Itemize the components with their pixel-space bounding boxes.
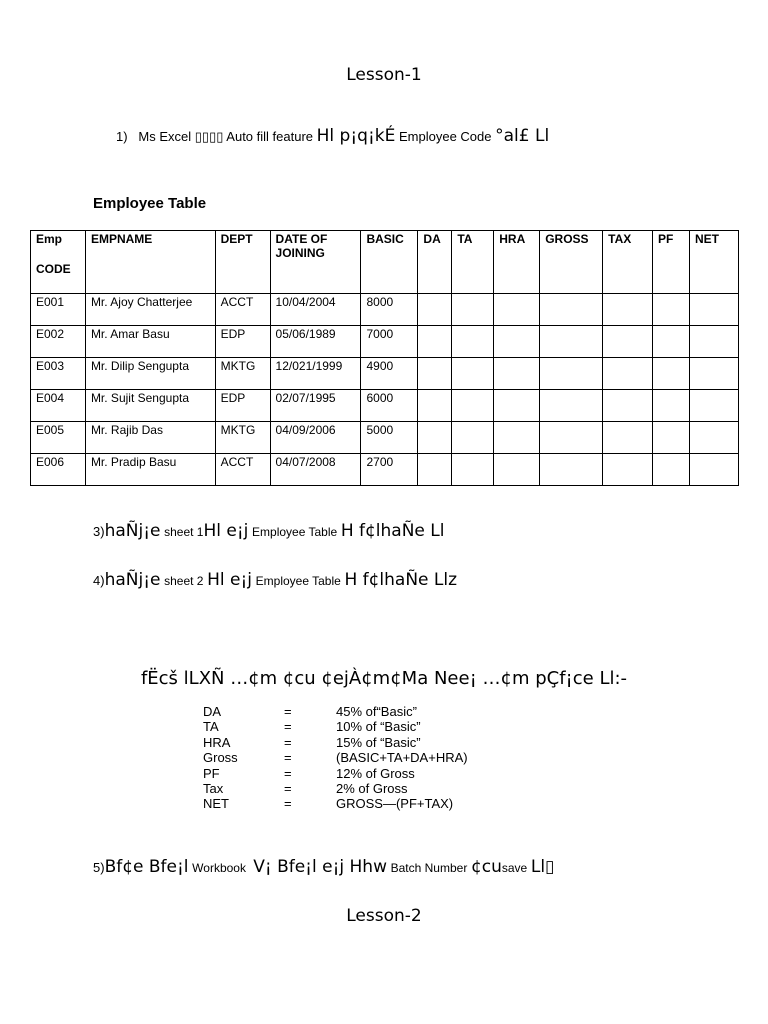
header-dept: DEPT bbox=[215, 231, 270, 294]
table-cell: 10/04/2004 bbox=[270, 294, 361, 326]
table-cell bbox=[494, 294, 540, 326]
table-cell: 12/021/1999 bbox=[270, 358, 361, 390]
table-cell: E004 bbox=[31, 390, 86, 422]
table-cell bbox=[603, 390, 653, 422]
formula-name: Tax bbox=[203, 780, 224, 796]
table-row bbox=[31, 326, 739, 358]
table-row bbox=[31, 454, 739, 486]
formula-row bbox=[203, 796, 603, 811]
header-emp-code bbox=[31, 231, 86, 294]
header-ta: TA bbox=[452, 231, 494, 294]
table-cell bbox=[653, 390, 690, 422]
header-basic: BASIC bbox=[361, 231, 418, 294]
header-gross: GROSS bbox=[540, 231, 603, 294]
item-1-text-b: ▯▯▯▯ bbox=[194, 129, 224, 144]
header-code-label: CODE bbox=[36, 262, 71, 276]
table-cell bbox=[689, 358, 738, 390]
table-cell: E002 bbox=[31, 326, 86, 358]
item-4-text-b: sheet 2 bbox=[164, 574, 204, 588]
table-cell bbox=[689, 422, 738, 454]
table-cell: Mr. Dilip Sengupta bbox=[85, 358, 215, 390]
table-cell bbox=[494, 454, 540, 486]
table-cell bbox=[653, 294, 690, 326]
header-pf: PF bbox=[653, 231, 690, 294]
table-cell bbox=[689, 294, 738, 326]
item-4-text-d: Employee Table bbox=[255, 574, 341, 588]
table-cell bbox=[603, 358, 653, 390]
item-4-text-a: haÑj¡e bbox=[104, 570, 161, 590]
formula-row bbox=[203, 719, 603, 734]
table-cell: EDP bbox=[215, 390, 270, 422]
header-empname: EMPNAME bbox=[85, 231, 215, 294]
item-5-text-e: ¢cu bbox=[470, 857, 502, 877]
table-cell: Mr. Pradip Basu bbox=[85, 454, 215, 486]
table-cell: E006 bbox=[31, 454, 86, 486]
table-cell bbox=[418, 294, 452, 326]
table-cell: 7000 bbox=[361, 326, 418, 358]
table-cell: 8000 bbox=[361, 294, 418, 326]
table-cell bbox=[452, 422, 494, 454]
header-net: NET bbox=[689, 231, 738, 294]
formula-equals: = bbox=[284, 704, 292, 719]
table-cell: E001 bbox=[31, 294, 86, 326]
table-cell: E003 bbox=[31, 358, 86, 390]
formula-name: TA bbox=[203, 719, 219, 735]
item-5-text-d: Batch Number bbox=[390, 861, 468, 875]
lesson-2-title: Lesson-2 bbox=[346, 906, 422, 926]
item-5-text-b: Workbook bbox=[192, 861, 246, 875]
table-cell: 5000 bbox=[361, 422, 418, 454]
table-cell bbox=[689, 326, 738, 358]
table-cell bbox=[653, 358, 690, 390]
item-3-number: 3) bbox=[93, 524, 105, 539]
table-cell: Mr. Rajib Das bbox=[85, 422, 215, 454]
table-cell bbox=[540, 326, 603, 358]
item-1-text-d: Hl p¡q¡kÉ bbox=[316, 126, 396, 146]
table-cell bbox=[689, 454, 738, 486]
formula-name: DA bbox=[203, 704, 222, 719]
table-header-row bbox=[31, 231, 739, 294]
item-4-text-e: H f¢lhaÑe Llz bbox=[344, 570, 458, 590]
formula-list bbox=[203, 704, 603, 812]
item-1-text-e: Employee Code bbox=[398, 129, 492, 144]
employee-table bbox=[30, 230, 739, 486]
formula-expression: GROSS—(PF+TAX) bbox=[336, 796, 454, 812]
item-5-text-f: save bbox=[501, 861, 528, 875]
table-cell bbox=[494, 358, 540, 390]
formula-expression: 2% of Gross bbox=[336, 780, 408, 796]
formula-equals: = bbox=[284, 796, 292, 812]
formula-row bbox=[203, 781, 603, 796]
formula-name: Gross bbox=[203, 750, 238, 766]
table-row bbox=[31, 358, 739, 390]
table-cell: 02/07/1995 bbox=[270, 390, 361, 422]
item-5 bbox=[93, 857, 554, 877]
item-3 bbox=[93, 521, 445, 541]
table-row bbox=[31, 422, 739, 454]
table-cell bbox=[603, 422, 653, 454]
header-tax: TAX bbox=[603, 231, 653, 294]
formula-expression: 15% of “Basic” bbox=[336, 734, 421, 750]
formula-name: PF bbox=[203, 765, 220, 781]
table-cell bbox=[418, 358, 452, 390]
item-5-text-c: V¡ Bfe¡l e¡j Hhw bbox=[253, 857, 387, 877]
table-cell: MKTG bbox=[215, 422, 270, 454]
table-cell bbox=[540, 454, 603, 486]
table-cell bbox=[653, 454, 690, 486]
table-cell bbox=[452, 454, 494, 486]
item-1-text-a: Ms Excel bbox=[138, 129, 192, 144]
table-cell: 4900 bbox=[361, 358, 418, 390]
table-cell: E005 bbox=[31, 422, 86, 454]
item-3-text-d: Employee Table bbox=[252, 525, 338, 539]
table-cell: Mr. Ajoy Chatterjee bbox=[85, 294, 215, 326]
item-5-text-g: Ll▯ bbox=[530, 857, 555, 877]
header-hra: HRA bbox=[494, 231, 540, 294]
table-cell: 05/06/1989 bbox=[270, 326, 361, 358]
table-cell: MKTG bbox=[215, 358, 270, 390]
table-cell bbox=[653, 422, 690, 454]
table-cell: Mr. Sujit Sengupta bbox=[85, 390, 215, 422]
formula-expression: 45% of“Basic” bbox=[336, 704, 417, 719]
item-1-text-f: °al£ Ll bbox=[495, 126, 550, 146]
formula-equals: = bbox=[284, 780, 292, 796]
table-cell bbox=[452, 358, 494, 390]
formula-equals: = bbox=[284, 719, 292, 735]
item-4 bbox=[93, 570, 457, 590]
item-4-number: 4) bbox=[93, 573, 105, 588]
table-cell: 04/07/2008 bbox=[270, 454, 361, 486]
item-5-text-a: Bf¢e Bfe¡l bbox=[104, 857, 189, 877]
table-cell bbox=[653, 326, 690, 358]
formula-row bbox=[203, 704, 603, 719]
table-cell bbox=[418, 326, 452, 358]
table-cell bbox=[540, 294, 603, 326]
header-emp-label: Emp bbox=[36, 232, 63, 246]
formula-expression: 10% of “Basic” bbox=[336, 719, 421, 735]
formula-equals: = bbox=[284, 750, 292, 766]
formula-row bbox=[203, 766, 603, 781]
item-1-text-c: Auto fill feature bbox=[226, 129, 314, 144]
table-cell bbox=[418, 454, 452, 486]
formula-equals: = bbox=[284, 734, 292, 750]
table-cell: 6000 bbox=[361, 390, 418, 422]
item-5-number: 5) bbox=[93, 860, 105, 875]
table-cell: ACCT bbox=[215, 294, 270, 326]
table-cell bbox=[540, 390, 603, 422]
item-1 bbox=[116, 126, 549, 146]
lesson-1-title: Lesson-1 bbox=[346, 65, 422, 85]
table-cell bbox=[494, 326, 540, 358]
table-cell bbox=[494, 422, 540, 454]
table-cell bbox=[452, 390, 494, 422]
table-cell bbox=[418, 390, 452, 422]
table-cell bbox=[418, 422, 452, 454]
table-cell bbox=[689, 390, 738, 422]
table-row bbox=[31, 294, 739, 326]
employee-table-title: Employee Table bbox=[93, 195, 207, 212]
table-cell bbox=[603, 454, 653, 486]
formula-row bbox=[203, 750, 603, 765]
table-row bbox=[31, 390, 739, 422]
formula-expression: (BASIC+TA+DA+HRA) bbox=[336, 750, 468, 766]
item-3-text-a: haÑj¡e bbox=[104, 521, 161, 541]
item-3-text-b: sheet 1 bbox=[164, 525, 204, 539]
item-1-number: 1) bbox=[116, 129, 128, 144]
table-cell: 2700 bbox=[361, 454, 418, 486]
item-3-text-c: Hl e¡j bbox=[203, 521, 249, 541]
table-cell bbox=[540, 358, 603, 390]
table-cell bbox=[603, 326, 653, 358]
table-cell bbox=[452, 294, 494, 326]
bengali-heading: fËcš lLXÑ …¢m ¢cu ¢ejÀ¢m¢Ma Nee¡ …¢m pÇf¡ce Ll:- bbox=[140, 668, 628, 689]
table-cell bbox=[452, 326, 494, 358]
table-cell bbox=[603, 294, 653, 326]
table-cell: ACCT bbox=[215, 454, 270, 486]
table-cell bbox=[540, 422, 603, 454]
table-cell: EDP bbox=[215, 326, 270, 358]
formula-equals: = bbox=[284, 765, 292, 781]
formula-name: HRA bbox=[203, 734, 231, 750]
formula-name: NET bbox=[203, 796, 229, 812]
formula-expression: 12% of Gross bbox=[336, 765, 415, 781]
header-da: DA bbox=[418, 231, 452, 294]
item-4-text-c: Hl e¡j bbox=[207, 570, 253, 590]
table-cell bbox=[494, 390, 540, 422]
table-cell: Mr. Amar Basu bbox=[85, 326, 215, 358]
header-date-of-joining: DATE OF JOINING bbox=[270, 231, 361, 294]
table-cell: 04/09/2006 bbox=[270, 422, 361, 454]
formula-row bbox=[203, 735, 603, 750]
item-3-text-e: H f¢lhaÑe Ll bbox=[340, 521, 445, 541]
